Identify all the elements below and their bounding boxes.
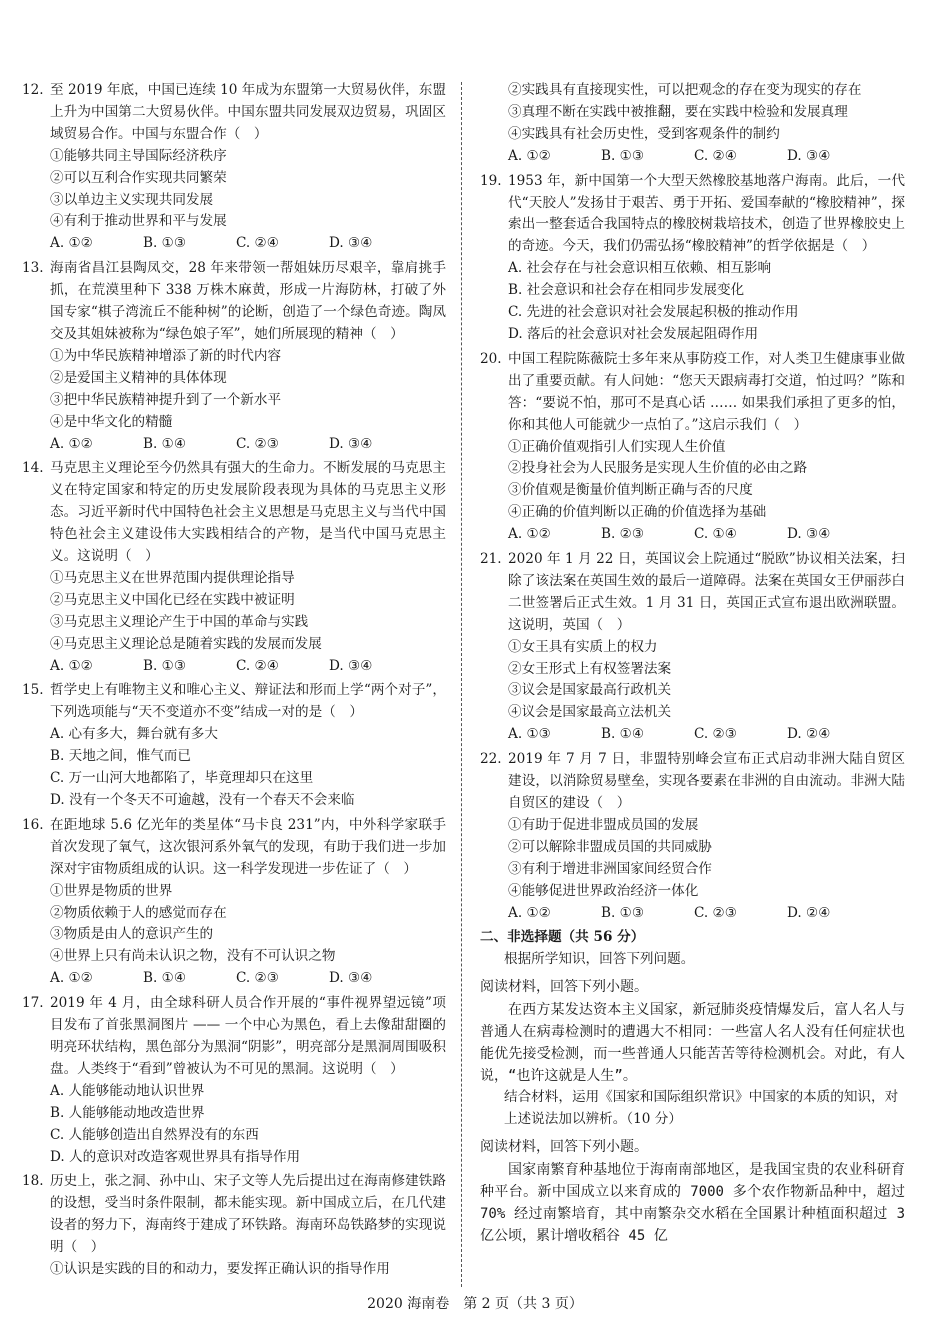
option-item: C. 万一山河大地都陷了，毕竟理却只在这里 xyxy=(50,770,314,787)
option-item: C. 先进的社会意识对社会发展起积极的推动作用 xyxy=(508,304,799,321)
section-2 xyxy=(480,927,905,1246)
option-item: ④马克思主义理论总是随着实践的发展而发展 xyxy=(50,635,322,652)
option-item: ①能够共同主导国际经济秩序 xyxy=(50,147,227,164)
answer-choice: A. ①② xyxy=(508,904,551,921)
answer-choice: C. ②③ xyxy=(694,726,737,743)
question-stem xyxy=(480,349,905,437)
answer-choice: B. ①③ xyxy=(143,657,187,674)
option-item: ③马克思主义理论产生于中国的革命与实践 xyxy=(50,613,309,630)
answer-choice: B. ①④ xyxy=(601,726,645,743)
option-item: B. 社会意识和社会存在相同步发展变化 xyxy=(508,282,745,299)
question-text: 2020 年 1 月 22 日，英国议会上院通过“脱欧”协议相关法案，扫除了该法案在英国生效的最后一道障碍。法案在英国女王伊丽莎白二世签署后正式生效。1 月 31 日，英国正式宣布退出欧洲联盟。这说明，英国（ ） xyxy=(508,551,905,633)
question-stem xyxy=(480,749,905,815)
option-item: ①为中华民族精神增添了新的时代内容 xyxy=(50,347,282,364)
answer-choice: A. ①② xyxy=(508,147,551,164)
option-item: ③议会是国家最高行政机关 xyxy=(508,682,672,699)
question-12 xyxy=(22,80,446,255)
material-2-heading: 阅读材料，回答下列小题。 xyxy=(480,1138,648,1155)
question-number: 13. xyxy=(22,260,44,277)
answer-choice: B. ①③ xyxy=(143,235,187,252)
question-text: 马克思主义理论至今仍然具有强大的生命力。不断发展的马克思主义在特定国家和特定的历史发展阶段表现为具体的马克思主义形态。习近平新时代中国特色社会主义思想是马克思主义与当代中国特色社会主义建设伟大实践相结合的产物，是当代中国马克思主义。这说明（ ） xyxy=(50,460,446,565)
answer-choices xyxy=(22,233,446,255)
answer-choices xyxy=(480,724,905,746)
column-divider xyxy=(461,82,462,1287)
answer-choice: D. ③④ xyxy=(787,526,831,543)
option-item: ②实践具有直接现实性，可以把观念的存在变为现实的存在 xyxy=(508,82,862,98)
answer-choice: B. ②③ xyxy=(601,526,645,543)
answer-choice: D. ③④ xyxy=(787,147,831,164)
answer-choice: A. ①② xyxy=(50,235,93,252)
question-number: 18. xyxy=(22,1173,44,1190)
question-number: 21. xyxy=(480,551,502,568)
question-stem xyxy=(22,680,446,724)
option-item: B. 天地之间，惟气而已 xyxy=(50,748,191,765)
question-stem xyxy=(22,458,446,568)
question-number: 12. xyxy=(22,82,44,98)
option-item: A. 心有多大，舞台就有多大 xyxy=(50,726,218,743)
question-number: 16. xyxy=(22,816,44,833)
left-column xyxy=(22,80,446,1284)
option-item: ④正确的价值判断以正确的价值选择为基础 xyxy=(508,504,767,521)
option-item: B. 人能够能动地改造世界 xyxy=(50,1104,205,1121)
answer-choice: C. ②③ xyxy=(694,904,737,921)
question-stem xyxy=(22,80,446,146)
answer-choice: B. ①④ xyxy=(143,435,187,452)
option-item: A. 人能够能动地认识世界 xyxy=(50,1082,205,1099)
option-item: D. 落后的社会意识对社会发展起阻碍作用 xyxy=(508,325,759,342)
question-stem xyxy=(480,549,905,637)
answer-choice: C. ②④ xyxy=(236,235,279,252)
material-1-heading: 阅读材料，回答下列小题。 xyxy=(480,979,648,996)
question-stem xyxy=(22,815,446,881)
option-item: ②可以互利合作实现共同繁荣 xyxy=(50,169,227,186)
answer-choice: B. ①③ xyxy=(601,147,645,164)
question-number: 19. xyxy=(480,172,502,189)
question-text: 哲学史上有唯物主义和唯心主义、辩证法和形而上学“两个对子”，下列选项能与“天不变道亦不变”结成一对的是（ ） xyxy=(50,682,446,721)
option-item: ④是中华文化的精髓 xyxy=(50,413,173,430)
question-text: 海南省昌江县陶凤交，28 年来带领一帮姐妹历尽艰辛，靠肩挑手抓，在荒漠里种下 338 万株木麻黄，形成一片海防林，打破了外国专家“棋子湾流丘不能种树”的论断，创造了一个绿色奇迹。陶凤交及其姐妹被称为“绿色娘子军”，她们所展现的精神（ ） xyxy=(50,260,446,342)
question-22 xyxy=(480,749,905,924)
answer-choice: D. ③④ xyxy=(329,435,373,452)
question-text: 在距地球 5.6 亿光年的类星体“马卡良 231”内，中外科学家联手首次发现了氧气，这次银河系外氧气的发现，有助于我们进一步加深对宇宙物质组成的认识。这一科学发现进一步佐证了（ ） xyxy=(50,816,446,877)
option-item: ④实践具有社会历史性，受到客观条件的制约 xyxy=(508,125,780,142)
answer-choice: A. ①② xyxy=(50,435,93,452)
answer-choice: C. ②③ xyxy=(236,970,279,987)
option-item: ②马克思主义中国化已经在实践中被证明 xyxy=(50,591,295,608)
question-text: 2019 年 4 月，由全球科研人员合作开展的“事件视界望远镜”项目发布了首张黑洞图片 —— 一个中心为黑色，看上去像甜甜圈的明亮环状结构，黑色部分为黑洞“阴影”，明亮部分是黑洞周围吸积盘。人类终于“看到”曾被认为不可见的黑洞。这说明（ ） xyxy=(50,995,446,1077)
section-instruction: 根据所学知识，回答下列问题。 xyxy=(504,951,695,968)
answer-choice: D. ②④ xyxy=(787,904,831,921)
option-item: D. 人的意识对改造客观世界具有指导作用 xyxy=(50,1148,301,1165)
question-18-continued xyxy=(480,80,905,168)
material-1-task: 结合材料，运用《国家和国际组织常识》中国家的本质的知识，对上述说法加以辨析。（10 分） xyxy=(504,1089,899,1128)
question-number: 15. xyxy=(22,682,44,699)
question-19 xyxy=(480,171,905,346)
question-stem xyxy=(22,1171,446,1259)
answer-choices xyxy=(22,968,446,990)
question-16 xyxy=(22,815,446,990)
option-item: ②女王形式上有权签署法案 xyxy=(508,660,672,677)
answer-choices xyxy=(480,524,905,546)
question-17 xyxy=(22,993,446,1168)
page-footer: 2020 海南卷 第 2 页（共 3 页） xyxy=(367,1296,583,1312)
question-number: 20. xyxy=(480,350,502,367)
question-text: 1953 年，新中国第一个大型天然橡胶基地落户海南。此后，一代代“天胶人”发扬甘于艰苦、勇于开拓、爱国奉献的“橡胶精神”，探索出一整套适合我国特点的橡胶树栽培技术，创造了世界橡胶史上的奇迹。今天，我们仍需弘扬“橡胶精神”的哲学依据是（ ） xyxy=(508,172,905,255)
question-14 xyxy=(22,458,446,677)
question-15 xyxy=(22,680,446,811)
option-item: ③物质是由人的意识产生的 xyxy=(50,926,214,943)
question-number: 14. xyxy=(22,460,44,477)
section-title: 二、非选择题（共 56 分） xyxy=(480,929,645,946)
option-item: ③真理不断在实践中被推翻，要在实践中检验和发展真理 xyxy=(508,103,848,120)
answer-choice: A. ①② xyxy=(508,526,551,543)
answer-choices xyxy=(480,146,905,168)
answer-choice: A. ①② xyxy=(50,657,93,674)
option-item: ③有利于增进非洲国家间经贸合作 xyxy=(508,860,712,877)
question-number: 17. xyxy=(22,995,44,1012)
answer-choice: D. ③④ xyxy=(329,657,373,674)
question-21 xyxy=(480,549,905,746)
option-item: ①马克思主义在世界范围内提供理论指导 xyxy=(50,569,295,586)
question-stem xyxy=(22,258,446,346)
answer-choice: A. ①③ xyxy=(508,726,551,743)
option-item: C. 人能够创造出自然界没有的东西 xyxy=(50,1126,259,1143)
answer-choice: B. ①④ xyxy=(143,970,187,987)
option-item: ④能够促进世界政治经济一体化 xyxy=(508,882,699,899)
option-item: ②物质依赖于人的感觉而存在 xyxy=(50,904,227,921)
option-item: ①有助于促进非盟成员国的发展 xyxy=(508,816,699,833)
answer-choice: C. ②③ xyxy=(236,435,279,452)
answer-choice: C. ②④ xyxy=(236,657,279,674)
option-item: ④议会是国家最高立法机关 xyxy=(508,704,672,721)
option-item: ④世界上只有尚未认识之物，没有不可认识之物 xyxy=(50,948,336,965)
option-item: ①女王具有实质上的权力 xyxy=(508,638,658,655)
answer-choice: A. ①② xyxy=(50,970,93,987)
right-column xyxy=(480,80,905,1247)
answer-choices xyxy=(480,903,905,925)
question-13 xyxy=(22,258,446,455)
question-18 xyxy=(22,1171,446,1281)
answer-choice: D. ③④ xyxy=(329,970,373,987)
material-2-body: 国家南繁育种基地位于海南南部地区，是我国宝贵的农业科研育种平台。新中国成立以来育成的 7000 多个农作物新品种中，超过 70% 经过南繁培育，其中南繁杂交水稻在全国累计种植面积超过 3 亿公顷，累计增收稻谷 45 亿 xyxy=(480,1161,905,1244)
question-number: 22. xyxy=(480,751,502,768)
option-item: ②可以解除非盟成员国的共同威胁 xyxy=(508,838,712,855)
question-text: 2019 年 7 月 7 日，非盟特别峰会宣布正式启动非洲大陆自贸区建设，以消除贸易壁垒，实现各要素在非洲的自由流动。非洲大陆自贸区的建设（ ） xyxy=(508,751,905,811)
option-item: A. 社会存在与社会意识相互依赖、相互影响 xyxy=(508,260,772,277)
answer-choices xyxy=(22,434,446,456)
material-1-body: 在西方某发达资本主义国家，新冠肺炎疫情爆发后，富人名人与普通人在病毒检测时的遭遇大不相同：一些富人名人没有任何症状也能优先接受检测，而一些普通人只能苦苦等待检测机会。对此，有人说，“也许这就是人生”。 xyxy=(480,1002,905,1085)
option-item: ①认识是实践的目的和动力，要发挥正确认识的指导作用 xyxy=(50,1261,390,1278)
option-item: ②投身社会为人民服务是实现人生价值的必由之路 xyxy=(508,460,808,477)
option-item: ③价值观是衡量价值判断正确与否的尺度 xyxy=(508,482,753,499)
option-item: ③以单边主义实现共同发展 xyxy=(50,191,214,208)
question-text: 历史上，张之洞、孙中山、宋子文等人先后提出过在海南修建铁路的设想，受当时条件限制，都未能实现。新中国成立后，在几代建设者的努力下，海南终于建成了环铁路。海南环岛铁路梦的实现说明（ ） xyxy=(50,1173,446,1256)
answer-choice: D. ②④ xyxy=(787,726,831,743)
answer-choices xyxy=(22,656,446,678)
option-item: ①正确价值观指引人们实现人生价值 xyxy=(508,438,726,455)
option-item: ③把中华民族精神提升到了一个新水平 xyxy=(50,391,282,408)
option-item: ②是爱国主义精神的具体体现 xyxy=(50,369,227,386)
answer-choice: D. ③④ xyxy=(329,235,373,252)
option-item: D. 没有一个冬天不可逾越，没有一个春天不会来临 xyxy=(50,792,355,808)
question-text: 至 2019 年底，中国已连续 10 年成为东盟第一大贸易伙伴，东盟上升为中国第二大贸易伙伴。中国东盟共同发展双边贸易，巩固区域贸易合作。中国与东盟合作（ ） xyxy=(50,82,446,142)
answer-choice: C. ②④ xyxy=(694,147,737,164)
question-stem xyxy=(22,993,446,1081)
answer-choice: C. ①④ xyxy=(694,526,737,543)
answer-choice: B. ①③ xyxy=(601,904,645,921)
option-item: ①世界是物质的世界 xyxy=(50,882,173,899)
question-20 xyxy=(480,349,905,546)
question-text: 中国工程院陈薇院士多年来从事防疫工作，对人类卫生健康事业做出了重要贡献。有人问她：“您天天跟病毒打交道，怕过吗？”陈和答：“要说不怕，那可不是真心话 …… 如果我们承担了更多的怕，你和其他人可能就少一点怕了。”这启示我们（ ） xyxy=(508,350,905,433)
option-item: ④有利于推动世界和平与发展 xyxy=(50,213,227,230)
question-stem xyxy=(480,171,905,259)
